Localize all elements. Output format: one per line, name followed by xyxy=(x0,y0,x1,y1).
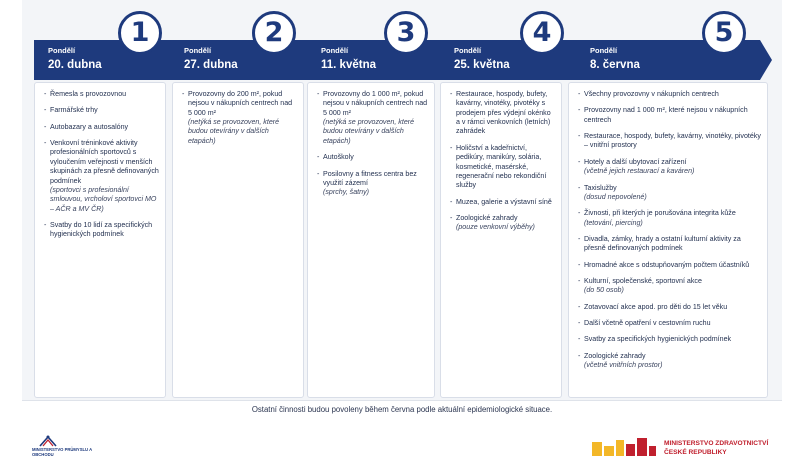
phase-day-label: Pondělí xyxy=(321,46,349,55)
mpo-emblem-icon xyxy=(38,434,58,448)
list-item xyxy=(578,261,761,270)
mzcr-logo xyxy=(580,436,780,460)
phase-column-1 xyxy=(34,82,166,398)
phase-item-list xyxy=(44,90,159,240)
phase-day-label: Pondělí xyxy=(454,46,482,55)
phase-day-label: Pondělí xyxy=(48,46,76,55)
list-item xyxy=(578,106,761,125)
list-item xyxy=(44,221,159,240)
list-item-note: (pouze venkovní výběhy) xyxy=(456,223,535,232)
list-item-text: Restaurace, hospody, bufety, kavárny, vinotéky, pivotéky s prodejem přes výdejní okénko a v rámci venkovních (letních) zahrádek xyxy=(456,90,551,136)
mzcr-logo-text xyxy=(664,440,768,458)
mpo-logo xyxy=(32,434,102,460)
list-item xyxy=(450,90,555,137)
list-item-note: (netýká se provozoven, které budou otevírány v dalších etapách) xyxy=(188,118,280,145)
list-item xyxy=(578,335,761,344)
phase-date: 20. dubna xyxy=(48,59,102,71)
list-item-text: Muzea, galerie a výstavní síně xyxy=(456,197,552,206)
mzcr-logo-line-2: ČESKÉ REPUBLIKY xyxy=(664,448,727,456)
list-item-text: Restaurace, hospody, bufety, kavárny, vinotéky, pivotéky – vnitřní prostory xyxy=(584,132,761,150)
list-item xyxy=(450,214,555,233)
phase-header-5 xyxy=(576,40,772,80)
phase-item-list xyxy=(450,90,555,233)
phase-day-label: Pondělí xyxy=(184,46,212,55)
phase-item-list xyxy=(578,90,761,371)
list-item xyxy=(317,90,428,146)
phase-number-badge: 5 xyxy=(702,11,746,55)
list-item-text: Kulturní, společenské, sportovní akce xyxy=(584,277,702,286)
list-item-text: Zoologické zahrady xyxy=(456,213,518,222)
list-item-note: (do 50 osob) xyxy=(584,286,624,295)
list-item-text: Hotely a další ubytovací zařízení xyxy=(584,157,687,166)
list-item xyxy=(578,277,761,296)
list-item xyxy=(182,90,297,146)
list-item-text: Farmářské trhy xyxy=(50,106,98,115)
phase-column-2 xyxy=(172,82,304,398)
list-item xyxy=(578,209,761,228)
phase-column-4 xyxy=(440,82,562,398)
list-item-note: (včetně vnitřních prostor) xyxy=(584,361,663,370)
list-item-note: (dosud nepovolené) xyxy=(584,192,647,201)
phase-number-badge: 4 xyxy=(520,11,564,55)
list-item-note: (sprchy, šatny) xyxy=(323,188,369,197)
phase-date: 27. dubna xyxy=(184,59,238,71)
list-item xyxy=(44,123,159,132)
list-item xyxy=(578,319,761,328)
list-item-text: Provozovny nad 1 000 m², které nejsou v nákupních centrech xyxy=(584,106,748,124)
list-item-text: Posilovny a fitness centra bez využití zázemí xyxy=(323,169,417,187)
phase-number-badge: 2 xyxy=(252,11,296,55)
phase-date: 11. května xyxy=(321,59,376,71)
mpo-logo-text: MINISTERSTVO PRŮMYSLU A OBCHODU xyxy=(32,447,92,458)
list-item-text: Divadla, zámky, hrady a ostatní kulturní aktivity za přesně definovaných podmínek xyxy=(584,234,741,253)
list-item xyxy=(44,90,159,99)
phase-item-list xyxy=(182,90,297,146)
phase-number-badge: 3 xyxy=(384,11,428,55)
list-item xyxy=(44,139,159,214)
list-item-text: Řemesla s provozovnou xyxy=(50,90,127,98)
list-item xyxy=(578,303,761,312)
phase-column-5 xyxy=(568,82,768,398)
list-item-text: Svatby za specifických hygienických podmínek xyxy=(584,335,732,344)
list-item xyxy=(578,90,761,99)
list-item xyxy=(578,352,761,371)
list-item-text: Hromadné akce s odstupňovaným počtem účastníků xyxy=(584,260,750,269)
list-item-text: Autobazary a autosalóny xyxy=(50,122,129,131)
list-item xyxy=(317,153,428,162)
list-item-text: Svatby do 10 lidí za specifických hygienických podmínek xyxy=(50,220,153,239)
footer-note: Ostatní činnosti budou povoleny během června podle aktuální epidemiologické situace. xyxy=(251,405,553,414)
list-item-text: Holičství a kadeřnictví, pedikúry, manikúry, solária, kosmetické, masérské, regenerační nebo rekondiční služby xyxy=(456,143,547,190)
list-item-note: (sportovci s profesionální smlouvou, vrcholoví sportovci MO – AČR a MV ČR) xyxy=(50,185,157,213)
phase-item-list xyxy=(317,90,428,198)
list-item-text: Taxislužby xyxy=(584,183,617,192)
list-item xyxy=(578,132,761,151)
list-item xyxy=(44,106,159,115)
list-item xyxy=(450,144,555,191)
mzcr-logo-line-1: MINISTERSTVO ZDRAVOTNICTVÍ xyxy=(664,440,769,447)
mzcr-emblem-icon xyxy=(592,438,656,458)
phase-header-4 xyxy=(440,40,590,80)
list-item-note: (včetně jejich restaurací a kaváren) xyxy=(584,167,695,176)
list-item xyxy=(578,158,761,177)
list-item xyxy=(578,235,761,254)
list-item xyxy=(578,184,761,203)
list-item-text: Venkovní tréninkové aktivity profesionálních sportovců s vyloučením veřejnosti v menších skupinách za přesně definovaných podmínek xyxy=(50,139,159,185)
phase-column-3 xyxy=(307,82,435,398)
list-item-text: Živnosti, při kterých je porušována integrita kůže xyxy=(584,209,736,218)
list-item-text: Zotavovací akce apod. pro děti do 15 let věku xyxy=(584,302,728,311)
list-item xyxy=(317,170,428,198)
list-item-note: (tetování, piercing) xyxy=(584,218,643,227)
phase-header-2 xyxy=(170,40,320,80)
phase-date: 8. června xyxy=(590,59,640,71)
phase-header-1 xyxy=(34,40,184,80)
phase-header-3 xyxy=(307,40,457,80)
list-item-text: Provozovny do 1 000 m², pokud nejsou v nákupních centrech nad 5 000 m² xyxy=(323,90,428,117)
list-item-note: (netýká se provozoven, které budou otevírány v dalších etapách) xyxy=(323,118,415,145)
list-item-text: Provozovny do 200 m², pokud nejsou v nákupních centrech nad 5 000 m² xyxy=(188,90,293,117)
phase-number-badge: 1 xyxy=(118,11,162,55)
phase-date: 25. května xyxy=(454,59,510,71)
list-item-text: Další včetně opatření v cestovním ruchu xyxy=(584,319,711,328)
list-item-text: Všechny provozovny v nákupních centrech xyxy=(584,90,719,98)
phase-day-label: Pondělí xyxy=(590,46,618,55)
list-item xyxy=(450,198,555,207)
list-item-text: Zoologické zahrady xyxy=(584,351,646,360)
list-item-text: Autoškoly xyxy=(323,153,354,162)
